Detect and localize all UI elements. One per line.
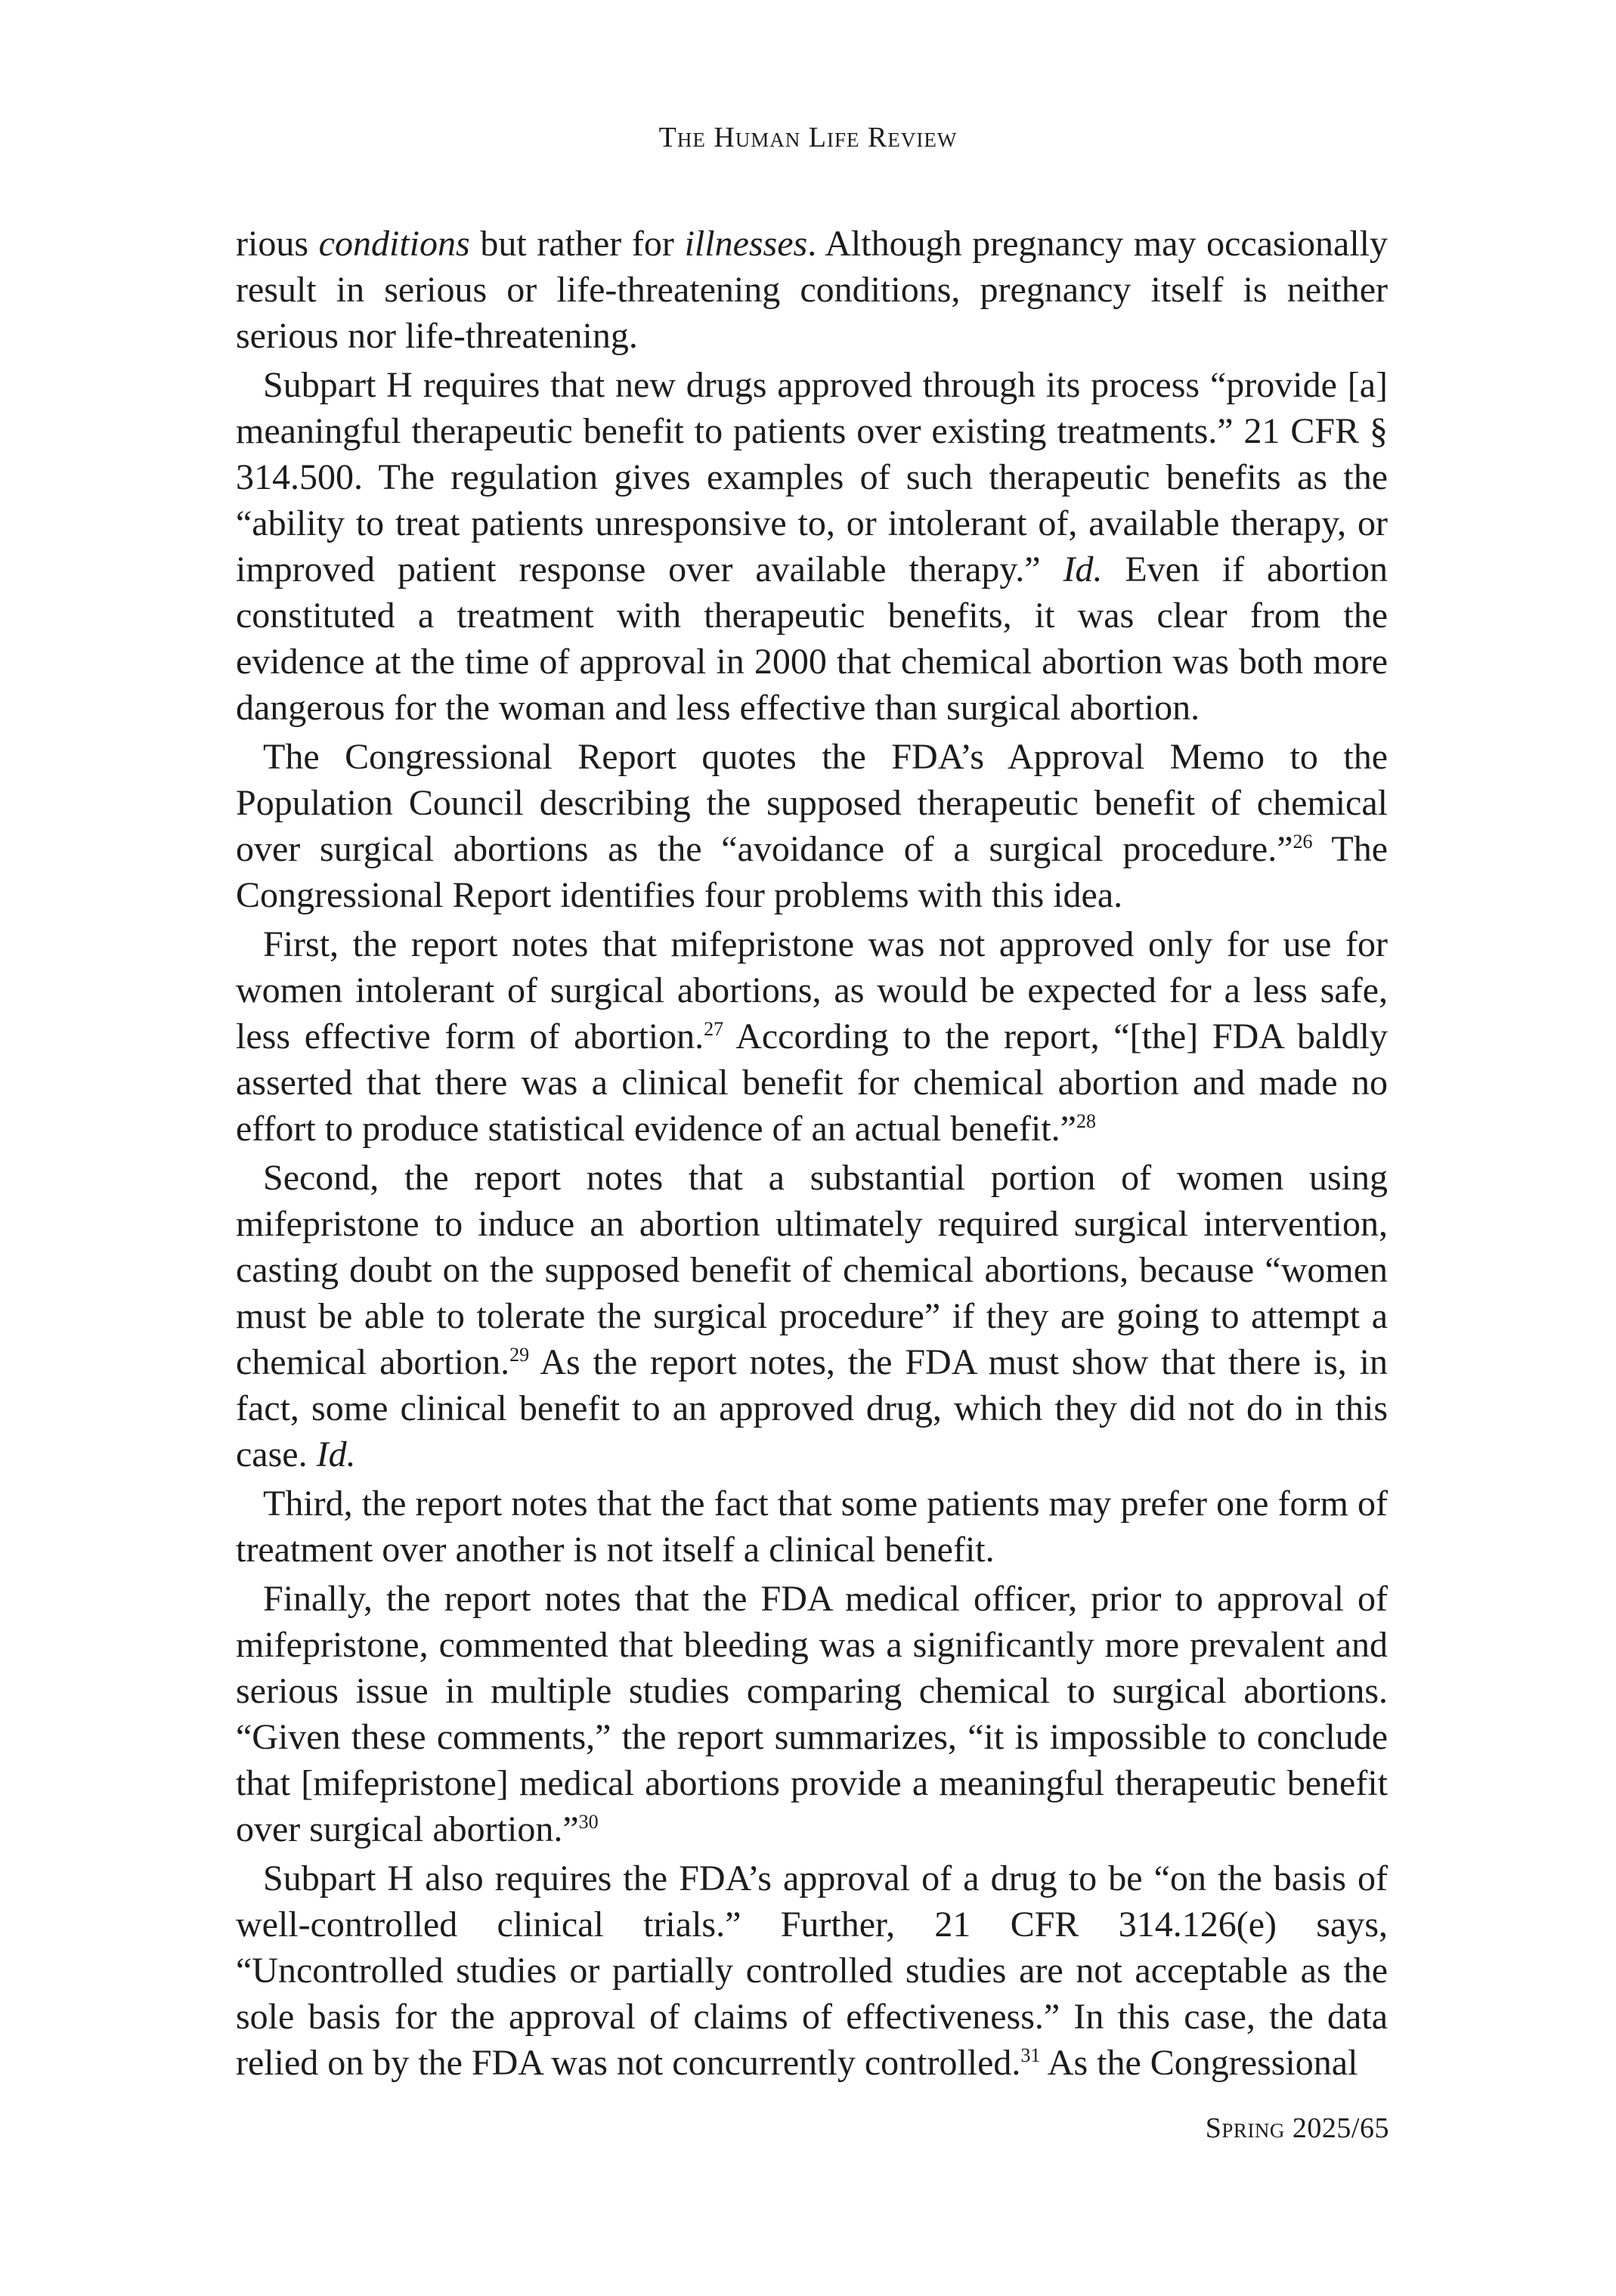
article-body — [236, 221, 1388, 2089]
paragraph-3: The Congressional Report quotes the FDA’s Approval Memo to the Population Council describing the supposed therapeutic benefit of chemical over surgical abortions as the “avoidance of a surgical procedure.”$^{26}$ The Congressional Report identifies four problems with this idea. — [236, 737, 1388, 915]
paragraph-8: Subpart H also requires the FDA’s approval of a drug to be “on the basis of well-controlled clinical trials.” Further, 21 CFR 314.126(e) says, “Uncontrolled studies or partially controlled studies are not acceptable as the sole basis for the approval of claims of effectiveness.” In this case, the data relied on by the FDA was not concurrently controlled.$^{31}$ As the Congressional — [236, 1858, 1388, 2083]
paragraph-6: Third, the report notes that the fact that some patients may prefer one form of treatment over another is not itself a clinical benefit. — [236, 1484, 1388, 1570]
footnote-ref-31: 31 — [1020, 2044, 1041, 2066]
footnote-ref-29: 29 — [509, 1344, 530, 1366]
paragraph-1: rious conditions but rather for illnesses. Although pregnancy may occasionally result in serious or life-threatening conditions, pregnancy itself is neither serious nor life-threatening. — [236, 224, 1388, 356]
footnote-ref-26: 26 — [1292, 831, 1313, 852]
running-head: The Human Life Review — [658, 122, 958, 153]
paragraph-2: Subpart H requires that new drugs approved through its process “provide [a] meaningful therapeutic benefit to patients over existing treatments.” 21 CFR § 314.500. The regulation gives examples of such therapeutic benefits as the “ability to treat patients unresponsive to, or intolerant of, available therapy, or improved patient response over available therapy.” Id. Even if abortion constituted a treatment with therapeutic benefits, it was clear from the evidence at the time of approval in 2000 that chemical abortion was both more dangerous for the woman and less effective than surgical abortion. — [236, 365, 1388, 728]
paragraph-7: Finally, the report notes that the FDA medical officer, prior to approval of mifepristone, commented that bleeding was a significantly more prevalent and serious issue in multiple studies comparing chemical to surgical abortions. “Given these comments,” the report summarizes, “it is impossible to conclude that [mifepristone] medical abortions provide a meaningful therapeutic benefit over surgical abortion.”$^{30}$ — [236, 1579, 1388, 1849]
page-folio: Spring 2025/65 — [1205, 2112, 1389, 2144]
paragraph-4: First, the report notes that mifepristone was not approved only for use for women intolerant of surgical abortions, as would be expected for a less safe, less effective form of abortion.$^{27}$ According to the report, “[the] FDA baldly asserted that there was a clinical benefit for chemical abortion and made no effort to produce statistical evidence of an actual benefit.”$^{28}$ — [236, 924, 1388, 1149]
footnote-ref-27: 27 — [704, 1018, 724, 1040]
footnote-ref-28: 28 — [1076, 1110, 1096, 1132]
paragraph-5: Second, the report notes that a substantial portion of women using mifepristone to induce an abortion ultimately required surgical intervention, casting doubt on the supposed benefit of chemical abortions, because “women must be able to tolerate the surgical procedure” if they are going to attempt a chemical abortion.$^{29}$ As the report notes, the FDA must show that there is, in fact, some clinical benefit to an approved drug, which they did not do in this case. Id. — [236, 1158, 1388, 1474]
footnote-ref-30: 30 — [578, 1811, 599, 1833]
